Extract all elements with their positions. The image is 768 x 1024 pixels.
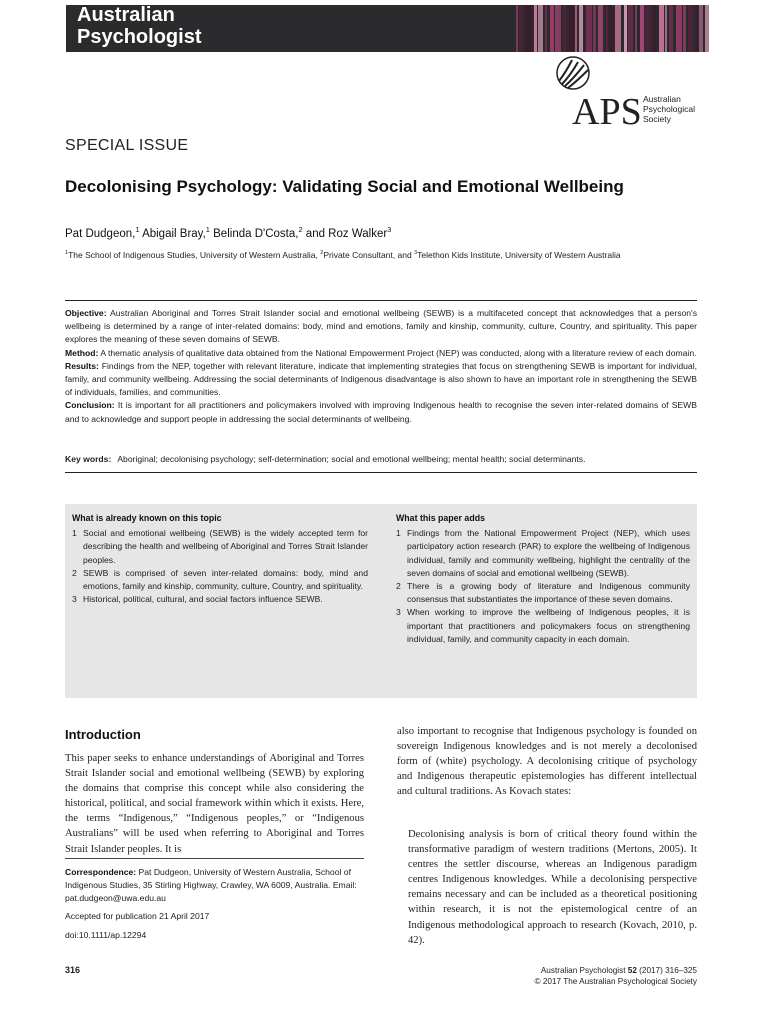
adds-column [396, 512, 690, 646]
author-name: Belinda D'Costa, [213, 228, 299, 240]
author-list: Pat Dudgeon,$^1$ Abigail Bray,$^1$ Belinda D'Costa,$^2$ and Roz Walker$^3$ [65, 225, 392, 240]
key-points-box [65, 504, 697, 698]
affiliations: $^1$The School of Indigenous Studies, University of Western Australia, $^2$Private Consultant, and $^3$Telethon Kids Institute, University of Western Australia [65, 250, 621, 260]
abstract-objective: Objective: Australian Aboriginal and Torres Strait Islander social and emotional wellbeing (SEWB) is a multifaceted concept that acknowledges that a person's wellbeing is determined by a range of inter-related domains: body, mind and emotions, family and kinship, community, culture, Country, and spirituality. This paper explores the meaning of these seven domains of SEWB. [65, 308, 697, 345]
abstract-bottom-rule [65, 472, 697, 473]
banner-stripe [676, 5, 682, 52]
banner-stripe [615, 5, 621, 52]
article-title: Decolonising Psychology: Validating Social and Emotional Wellbeing [65, 177, 624, 196]
list-item: 2 SEWB is comprised of seven inter-related domains: body, mind and emotions, family and kinship, community, culture, Country, and spirituality. [72, 567, 368, 592]
introduction-heading: Introduction [65, 727, 141, 742]
author-name: and Roz Walker [305, 228, 388, 240]
banner-stripe [569, 5, 574, 52]
introduction-continued: also important to recognise that Indigenous psychology is founded on sovereign Indigenous knowledges and is not merely a decolonised form of (white) psychology. A decolonising critique of psychology and Indigenous therapeutic epistemologies has different intellectual and cultural traditions. As Kovach states: [397, 726, 697, 798]
keywords-label: Key words: [65, 454, 112, 464]
keywords [65, 454, 697, 464]
known-list [72, 527, 368, 606]
aps-logo [548, 56, 708, 133]
journal-title-line1: Australian [77, 5, 175, 26]
affiliation: Telethon Kids Institute, University of Western Australia [417, 250, 621, 260]
author-name: Abigail Bray, [142, 228, 206, 240]
banner-stripe [705, 5, 709, 52]
banner-stripe [640, 5, 644, 52]
correspondence-text: Pat Dudgeon, University of Western Australia, School of Indigenous Studies, 35 Stirling Highway, Crawley, WA 6009, Australia. Email: pat.dudgeon@uwa.edu.au [65, 867, 357, 903]
known-column [72, 512, 368, 606]
banner-stripes-graphic [516, 5, 709, 52]
banner-stripe [645, 5, 651, 52]
page-number: 316 [65, 965, 81, 975]
correspondence-label: Correspondence: [65, 867, 137, 877]
banner-stripe [519, 5, 523, 52]
keywords-text: Aboriginal; decolonising psychology; self-determination; social and emotional wellbeing; mental health; social determinants. [117, 454, 586, 464]
banner-stripe [696, 5, 698, 52]
banner-stripe [598, 5, 603, 52]
journal-banner [66, 5, 709, 52]
abstract-top-rule [65, 300, 697, 301]
aps-letters: APS [572, 91, 642, 133]
block-quote: Decolonising analysis is born of critical theory found within the transformative paradigm of western traditions (Mertons, 2005). It centres the settler discourse, whereas an Indigenous paradigm centres Indigenous knowledges. While a decolonising perspective remains necessary and can be included as a theoretical positioning within research, it is not the epistemological centre of an Indigenous methodological approach to research (Kovach, 2010, p. 42). [408, 829, 697, 946]
aps-society-name: Australian Psychological Society [643, 94, 695, 124]
banner-stripe [653, 5, 656, 52]
banner-stripe [586, 5, 592, 52]
banner-stripe [606, 5, 608, 52]
banner-stripe [545, 5, 547, 52]
known-heading: What is already known on this topic [72, 513, 222, 523]
abstract-conclusion: Conclusion: It is important for all practitioners and policymakers involved with improving Indigenous health to recognise the seven inter-related domains of SEWB and to acknowledge and support people in addressing the social determinants of wellbeing. [65, 400, 698, 424]
correspondence-rule [65, 858, 364, 859]
list-item: 3 When working to improve the wellbeing of Indigenous peoples, it is important that practitioners and policymakers focus on strengthening individual, family, and community capacity in each domain. [396, 607, 690, 644]
introduction-paragraph: This paper seeks to enhance understandings of Aboriginal and Torres Strait Islander social and emotional wellbeing (SEWB) by exploring the domains that comprise this concept while also considering the historical, political, and social framework within which it exists. Here, the terms “Indigenous,” “Indigenous peoples,” or “Indigenous Australians” will be used when referring to Aboriginal and Torres Strait Islander peoples. It is [65, 753, 364, 855]
affiliation: The School of Indigenous Studies, University of Western Australia, [68, 250, 318, 260]
banner-stripe [659, 5, 664, 52]
list-item: 2 There is a growing body of literature and Indigenous community consensus that substantiates the importance of these seven domains. [396, 581, 690, 605]
banner-stripe [534, 5, 537, 52]
journal-citation: Australian Psychologist 52 (2017) 316–325 © 2017 The Australian Psychological Society [534, 966, 697, 986]
correspondence [65, 866, 364, 905]
list-item: 3 Historical, political, cultural, and social factors influence SEWB. [72, 594, 323, 605]
abstract-results: Results: Findings from the NEP, together with relevant literature, indicate that implementing strategies that focus on strengthening SEWB is important for individual, family, and community wellbeing. Addressing the social determinants of Indigenous disadvantage is also shown to have an important role in strengthening the SEWB of individuals, families, and communities. [65, 360, 697, 398]
journal-title-line2: Psychologist [77, 26, 202, 48]
banner-stripe [563, 5, 566, 52]
affiliation: Private Consultant, and [323, 250, 412, 260]
special-issue-label: SPECIAL ISSUE [65, 137, 189, 154]
abstract [65, 307, 697, 426]
banner-stripe [555, 5, 561, 52]
banner-stripe [579, 5, 583, 52]
banner-stripe [699, 5, 703, 52]
banner-stripe [538, 5, 543, 52]
banner-stripe [635, 5, 637, 52]
banner-stripe [688, 5, 693, 52]
abstract-method: Method: A thematic analysis of qualitative data obtained from the National Empowerment Project (NEP) was conducted, along with a literature review of each domain. [65, 347, 697, 358]
banner-stripe [550, 5, 554, 52]
banner-stripe [624, 5, 627, 52]
banner-stripe [575, 5, 577, 52]
banner-stripe [665, 5, 667, 52]
adds-list [396, 527, 690, 646]
author-name: Pat Dudgeon, [65, 228, 136, 240]
banner-stripe [628, 5, 633, 52]
copyright: © 2017 The Australian Psychological Society [534, 977, 697, 986]
accepted-date: Accepted for publication 21 April 2017 [65, 911, 210, 921]
banner-stripe [683, 5, 686, 52]
doi: doi:10.1111/ap.12294 [65, 930, 147, 940]
banner-stripe [525, 5, 531, 52]
banner-stripe [516, 5, 518, 52]
list-item: 1 Findings from the National Empowerment Project (NEP), which uses participatory action research (PAR) to explore the wellbeing of Indigenous individual, family and community wellbeing, highlight the centrality of the seven domains of social and emotional wellbeing (SEWB). [396, 528, 690, 578]
banner-stripe [669, 5, 673, 52]
adds-heading: What this paper adds [396, 513, 485, 523]
banner-stripe [609, 5, 613, 52]
list-item: 1 Social and emotional wellbeing (SEWB) is the widely accepted term for describing the health and wellbeing of Aboriginal and Torres Strait Islander peoples. [72, 528, 368, 565]
banner-stripe [593, 5, 596, 52]
